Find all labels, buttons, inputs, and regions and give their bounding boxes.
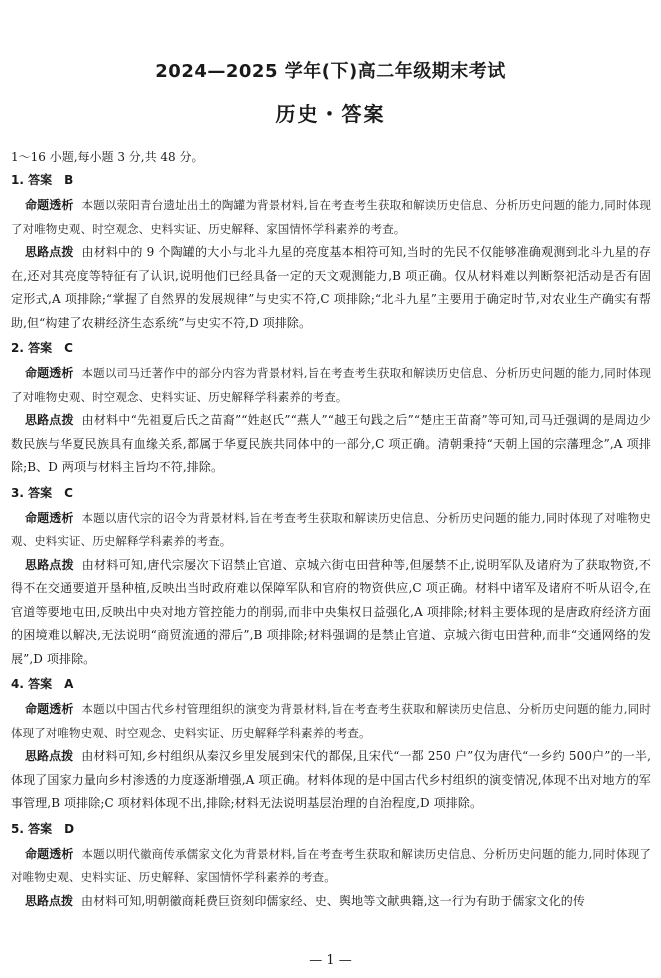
answer-heading: 1. 答案 B bbox=[11, 173, 74, 187]
analysis-paragraph bbox=[11, 507, 651, 554]
answer-heading: 2. 答案 C bbox=[11, 341, 73, 355]
analysis-text: 本题以司马迁著作中的部分内容为背景材料,旨在考查考生获取和解读历史信息、分析历史问题的能力,同时体现了对唯物史观、时空观念、史料实证、历史解释学科素养的考查。 bbox=[11, 366, 651, 404]
reasoning-label: 思路点拨 bbox=[25, 749, 74, 763]
analysis-label: 命题透析 bbox=[25, 846, 74, 861]
analysis-label: 命题透析 bbox=[25, 510, 74, 525]
page-number: — 1 — bbox=[309, 953, 352, 968]
analysis-text: 本题以唐代宗的诏令为背景材料,旨在考查考生获取和解读历史信息、分析历史问题的能力,同时体现了对唯物史观、史料实证、历史解释学科素养的考查。 bbox=[11, 510, 651, 548]
analysis-paragraph bbox=[11, 362, 651, 409]
analysis-paragraph bbox=[11, 843, 651, 890]
reasoning-paragraph bbox=[11, 409, 651, 480]
reasoning-label: 思路点拨 bbox=[25, 245, 74, 259]
question-1 bbox=[11, 171, 651, 335]
reasoning-label: 思路点拨 bbox=[25, 893, 74, 908]
reasoning-text: 由材料可知,唐代宗屡次下诏禁止官道、京城六街屯田营种等,但屡禁不止,说明军队及诸府为了获取物资,不得不在交通要道开垦种植,反映出当时政府难以保障军队和官府的物资供应,C 项正确。材料中诸军及诸府不听从诏令,在官道等要地屯田,反映出中央对地方管控能力的削弱,而非中央集权日益强化,A 项排除;材料主要体现的是唐政府经济方面的困境难以解决,无法说明“商贸流通的滞后”,B 项排除;材料强调的是禁止官道、京城六街屯田营种,而非“交通网络的发展”,D 项排除。 bbox=[11, 557, 651, 666]
reasoning-paragraph bbox=[11, 554, 651, 672]
analysis-label: 命题透析 bbox=[25, 198, 74, 212]
analysis-text: 本题以中国古代乡村管理组织的演变为背景材料,旨在考查考生获取和解读历史信息、分析历史问题的能力,同时体现了对唯物史观、时空观念、史料实证、历史解释学科素养的考查。 bbox=[11, 702, 651, 740]
reasoning-label: 思路点拨 bbox=[25, 557, 74, 572]
reasoning-paragraph bbox=[11, 890, 651, 914]
question-4 bbox=[11, 675, 651, 816]
reasoning-text: 由材料可知,明朝徽商耗费巨资刻印儒家经、史、舆地等文献典籍,这一行为有助于儒家文化的传 bbox=[81, 893, 585, 908]
exam-title: 2024—2025 学年(下)高二年级期末考试 bbox=[155, 61, 506, 82]
answer-heading: 5. 答案 D bbox=[11, 821, 75, 836]
exam-subtitle: 历史・答案 bbox=[275, 102, 386, 126]
analysis-label: 命题透析 bbox=[25, 366, 74, 380]
analysis-paragraph bbox=[11, 194, 651, 241]
answer-heading: 3. 答案 C bbox=[11, 485, 73, 500]
reasoning-paragraph bbox=[11, 745, 651, 816]
analysis-text: 本题以明代徽商传承儒家文化为背景材料,旨在考查考生获取和解读历史信息、分析历史问题的能力,同时体现了对唯物史观、史料实证、历史解释、家国情怀学科素养的考查。 bbox=[11, 846, 651, 884]
question-5 bbox=[11, 820, 651, 914]
reasoning-text: 由材料中“先祖夏后氏之苗裔”“姓赵氏”“燕人”“越王句践之后”“楚庄王苗裔”等可知,司马迁强调的是周边少数民族与华夏民族具有血缘关系,都属于华夏民族共同体中的一部分,C 项正确。清朝秉持“天朝上国的宗藩理念”,A 项排除;B、D 两项与材料主旨均不符,排除。 bbox=[11, 413, 651, 474]
reasoning-paragraph bbox=[11, 241, 651, 335]
answer-heading: 4. 答案 A bbox=[11, 677, 74, 691]
reasoning-text: 由材料中的 9 个陶罐的大小与北斗九星的亮度基本相符可知,当时的先民不仅能够准确观测到北斗九星的存在,还对其亮度等特征有了认识,说明他们已经具备一定的天文观测能力,B 项正确。仅从材料难以判断祭祀活动是否有固定形式,A 项排除;“掌握了自然界的发展规律”与史实不符,C 项排除;“北斗九星”主要用于确定时节,对农业生产确实有帮助,但“构建了农耕经济生态系统”与史实不符,D 项排除。 bbox=[11, 245, 651, 330]
answer-content bbox=[11, 148, 651, 917]
question-2 bbox=[11, 339, 651, 480]
analysis-paragraph bbox=[11, 698, 651, 745]
reasoning-text: 由材料可知,乡村组织从秦汉乡里发展到宋代的都保,且宋代“一都 250 户”仅为唐代“一乡约 500户”的一半,体现了国家力量向乡村渗透的力度逐渐增强,A 项正确。材料体现的是中国古代乡村组织的演变情况,体现不出对地方的军事管理,B 项排除;C 项材料体现不出,排除;材料无法说明基层治理的自治程度,D 项排除。 bbox=[11, 749, 651, 810]
scoring-intro: 1～16 小题,每小题 3 分,共 48 分。 bbox=[11, 150, 204, 164]
analysis-text: 本题以荥阳青台遗址出土的陶罐为背景材料,旨在考查考生获取和解读历史信息、分析历史问题的能力,同时体现了对唯物史观、时空观念、史料实证、历史解释、家国情怀学科素养的考查。 bbox=[11, 198, 651, 236]
reasoning-label: 思路点拨 bbox=[25, 413, 74, 427]
question-3 bbox=[11, 484, 651, 672]
analysis-label: 命题透析 bbox=[25, 702, 74, 716]
